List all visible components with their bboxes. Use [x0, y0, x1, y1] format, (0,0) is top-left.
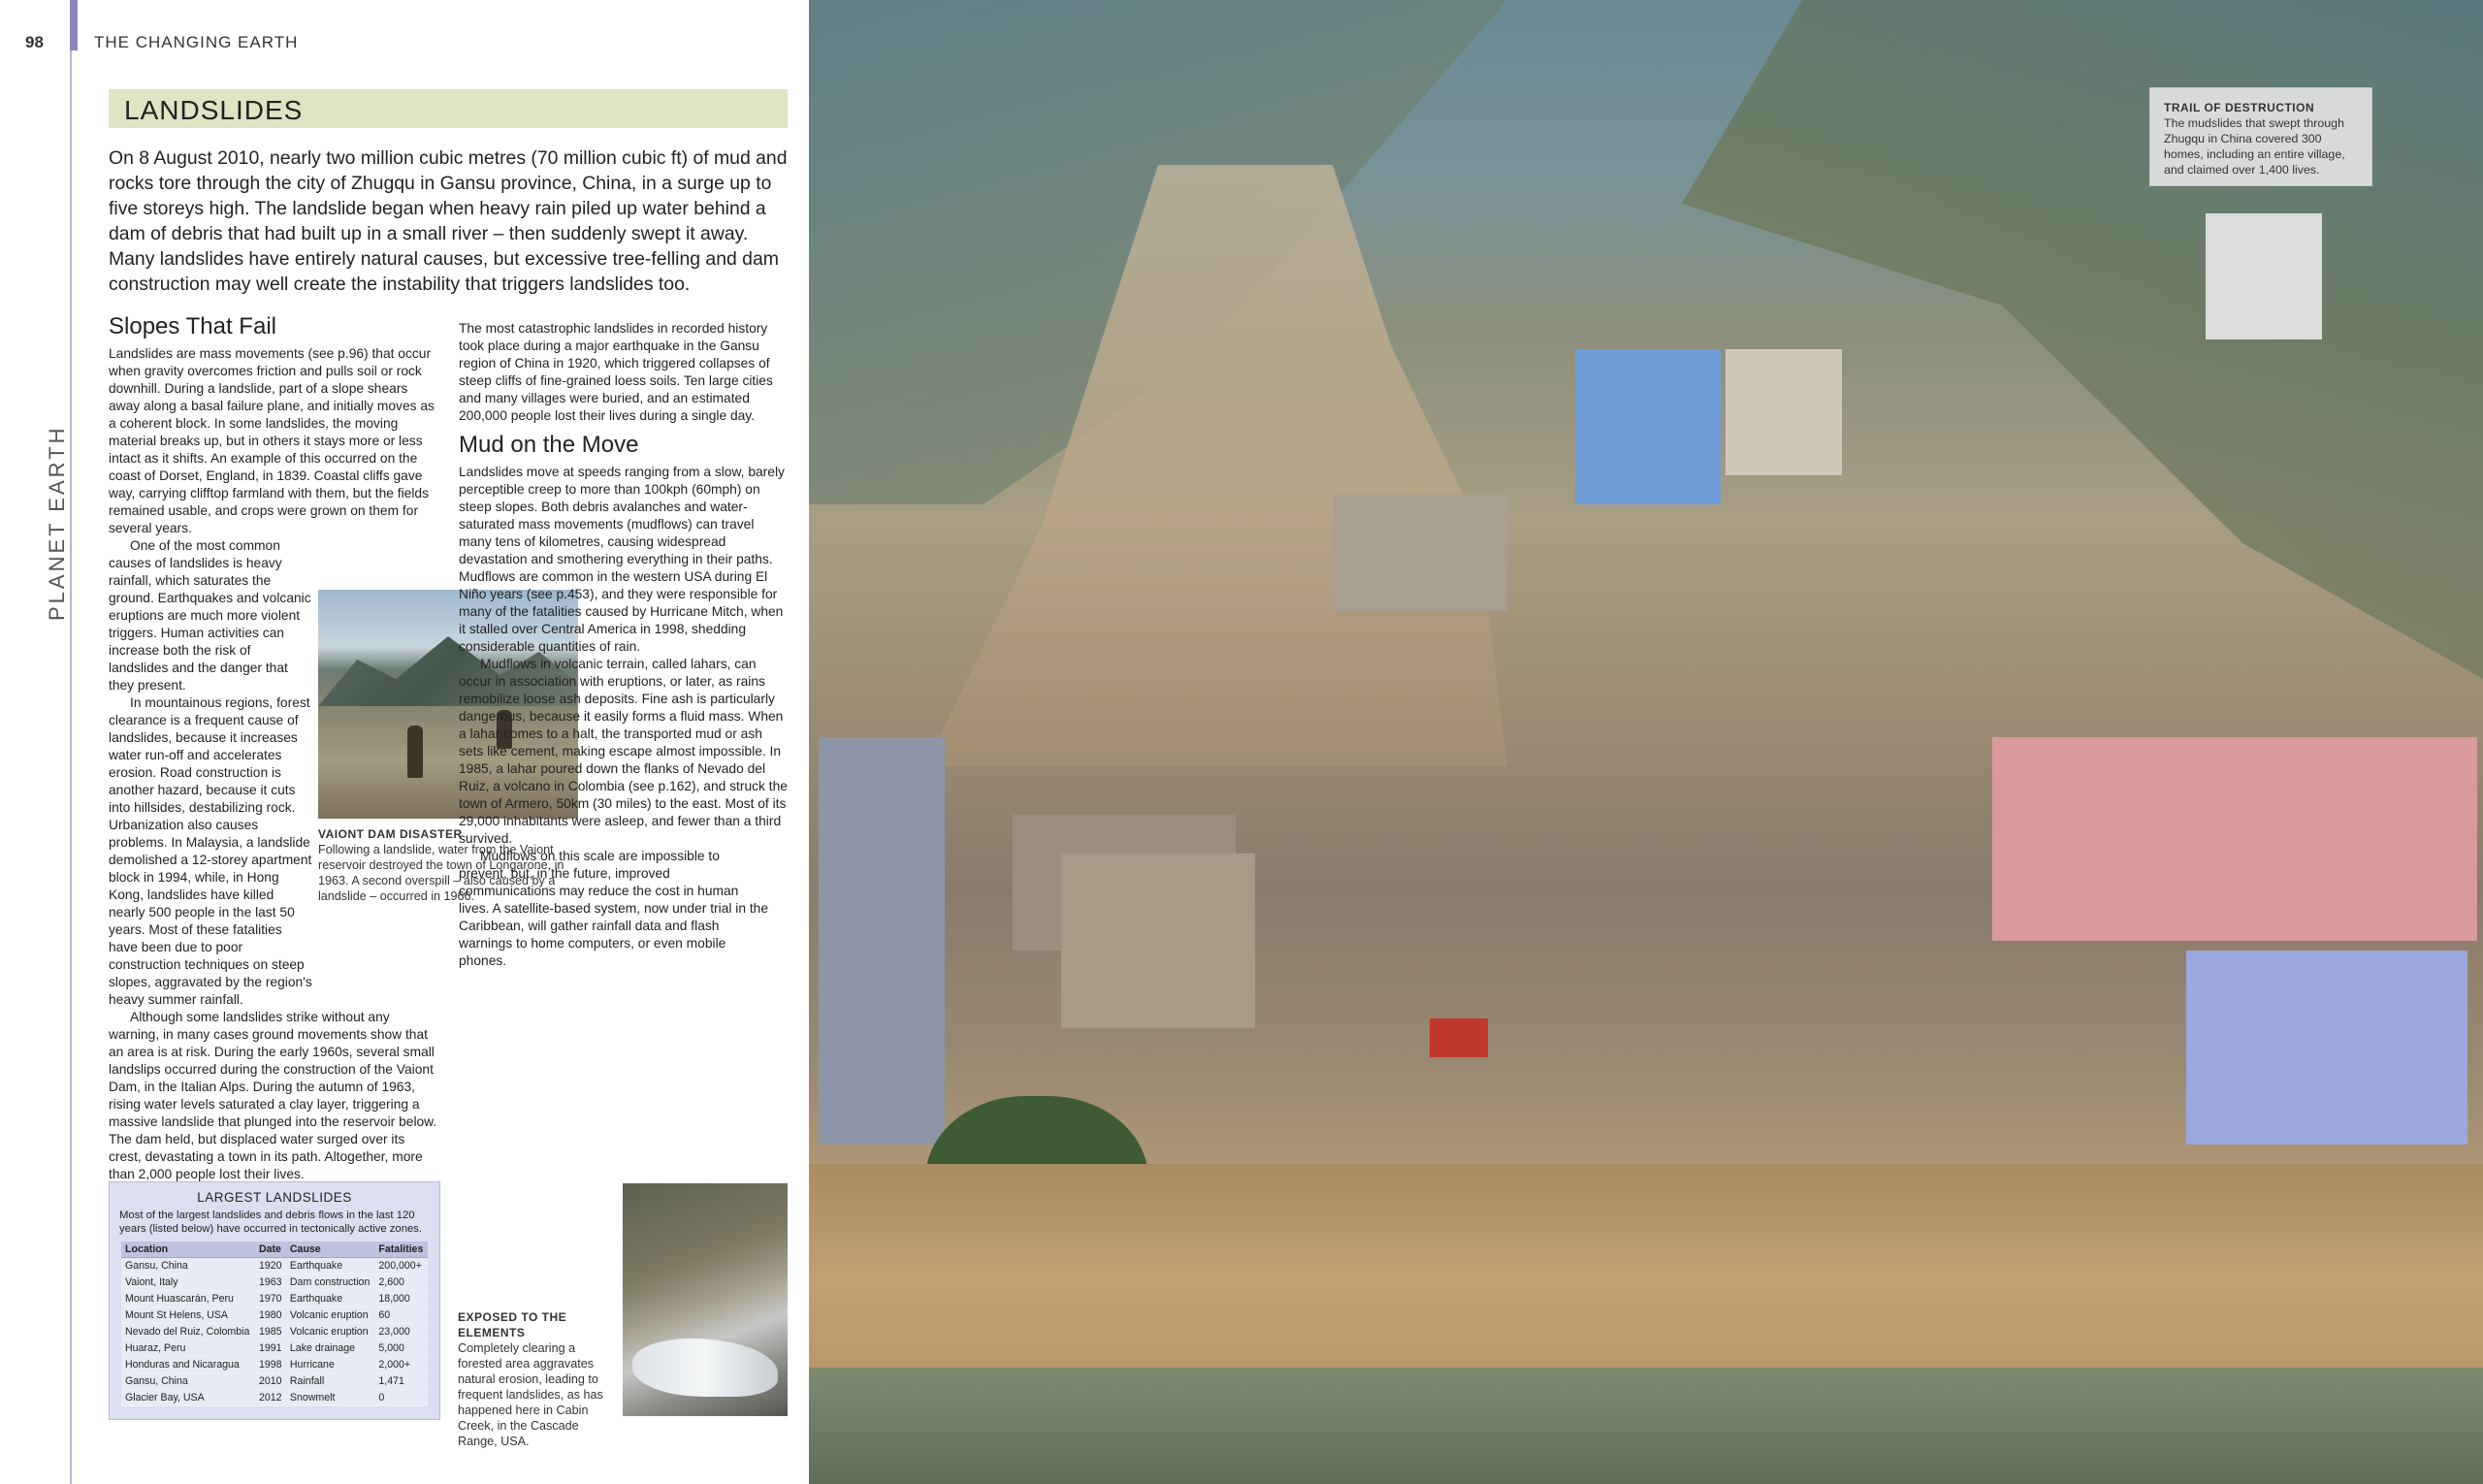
- table-cell: 1963: [255, 1274, 286, 1291]
- table-row: [121, 1258, 428, 1274]
- table-cell: 18,000: [374, 1291, 428, 1307]
- largest-landslides-table: [109, 1181, 440, 1420]
- building: [1430, 1018, 1488, 1057]
- building: [819, 737, 945, 1145]
- title-bar: [109, 89, 788, 128]
- paragraph: In mountainous regions, forest clearance is a frequent cause of landslides, because it increases water run-off and accelerates erosion. Road construction is another hazard, because it cuts into hillsides, destabilizing rock. Urbanization also causes problems. In Malaysia, a landslide demolished a 12-storey apartment block in 1994, while, in Hong Kong, landslides have killed nearly 500 people in the last 50 years. Most of these fatalities have been due to poor construction techniques on steep slopes, aggravated by the region's heavy summer rainfall.: [109, 695, 312, 1007]
- table-cell: 1,471: [374, 1373, 428, 1390]
- cabin-creek-photo: [623, 1183, 788, 1416]
- caption-heading: EXPOSED TO THE ELEMENTS: [458, 1310, 567, 1339]
- page-rule: [70, 0, 72, 1484]
- paragraph: Although some landslides strike without any warning, in many cases ground movements show that an area is at risk. During the early 1960s, several small landslips occurred during the construction of the Vaiont Dam, in the Italian Alps. During the autumn of 1963, rising water levels saturated a clay layer, triggering a massive landslide that plunged into the reservoir below. The dam held, but displaced water surged over its crest, devastating a town in its path. Altogether, more than 2,000 people lost their lives.: [109, 1010, 437, 1181]
- table-cell: Mount Huascarán, Peru: [121, 1291, 255, 1307]
- table-cell: Vaiont, Italy: [121, 1274, 255, 1291]
- table-cell: Lake drainage: [286, 1340, 375, 1357]
- table-cell: 2010: [255, 1373, 286, 1390]
- table-cell: 1920: [255, 1258, 286, 1274]
- table-header-row: [121, 1242, 428, 1258]
- caption-heading: TRAIL OF DESTRUCTION: [2164, 101, 2315, 114]
- building: [2206, 213, 2322, 339]
- table-row: [121, 1373, 428, 1390]
- landslides-table: [121, 1242, 428, 1406]
- table-cell: 2,000+: [374, 1357, 428, 1373]
- person-figure: [407, 726, 423, 778]
- table-cell: Earthquake: [286, 1291, 375, 1307]
- table-cell: Glacier Bay, USA: [121, 1390, 255, 1406]
- paragraph: One of the most common causes of landslides is heavy rainfall, which saturates the ground. Earthquakes and volcanic eruptions are much more violent triggers. Human activities can increase both the risk of landslides and the danger that they present.: [109, 538, 311, 693]
- caption-text: The mudslides that swept through Zhugqu in China covered 300 homes, including an entire village, and claimed over 1,400 lives.: [2164, 116, 2345, 177]
- building: [1575, 349, 1721, 504]
- caption-exposed: [458, 1309, 613, 1449]
- intro-paragraph: On 8 August 2010, nearly two million cubic metres (70 million cubic ft) of mud and rocks tore through the city of Zhugqu in Gansu province, China, in a surge up to five storeys high. The landslide began when heavy rain piled up water behind a dam of debris that had built up in a small river – then suddenly swept it away. Many landslides have entirely natural causes, but excessive tree-felling and dam construction may well create the instability that triggers landslides too.: [109, 147, 788, 295]
- table-header: Date: [255, 1242, 286, 1258]
- table-cell: Gansu, China: [121, 1373, 255, 1390]
- town-buildings: [809, 349, 2483, 1222]
- page-number: 98: [25, 33, 44, 51]
- table-cell: 2012: [255, 1390, 286, 1406]
- table-row: [121, 1324, 428, 1340]
- table-cell: Earthquake: [286, 1258, 375, 1274]
- table-cell: 1970: [255, 1291, 286, 1307]
- paragraph: The most catastrophic landslides in recorded history took place during a major earthquake in the Gansu region of China in 1920, which triggered collapses of steep cliffs of fine-grained loess soils. Ten large cities and many villages were buried, and an estimated 200,000 people lost their lives during a single day.: [459, 321, 773, 423]
- left-page: [0, 0, 809, 1484]
- paragraph: Landslides are mass movements (see p.96) that occur when gravity overcomes friction and pulls soil or rock downhill. During a landslide, part of a slope shears away along a basal failure plane, and initially moves as a coherent block. In some landslides, the moving material breaks up, but in others it stays more or less intact as it shifts. An example of this occurred on the coast of Dorset, England, in 1839. Coastal cliffs gave way, carrying clifftop farmland with them, but the fields remained usable, and crops were grown on them for several years.: [109, 346, 435, 535]
- creek-water: [632, 1339, 778, 1397]
- table-cell: 200,000+: [374, 1258, 428, 1274]
- table-row: [121, 1390, 428, 1406]
- table-cell: 2,600: [374, 1274, 428, 1291]
- table-cell: Huaraz, Peru: [121, 1340, 255, 1357]
- table-cell: 1985: [255, 1324, 286, 1340]
- table-header: Fatalities: [374, 1242, 428, 1258]
- table-cell: Volcanic eruption: [286, 1307, 375, 1324]
- table-cell: 60: [374, 1307, 428, 1324]
- table-row: [121, 1274, 428, 1291]
- table-row: [121, 1307, 428, 1324]
- side-label: PLANET EARTH: [45, 425, 69, 621]
- table-cell: Nevado del Ruiz, Colombia: [121, 1324, 255, 1340]
- table-cell: Mount St Helens, USA: [121, 1307, 255, 1324]
- table-header: Location: [121, 1242, 255, 1258]
- table-cell: 5,000: [374, 1340, 428, 1357]
- table-cell: Honduras and Nicaragua: [121, 1357, 255, 1373]
- table-cell: Gansu, China: [121, 1258, 255, 1274]
- caption-text: Completely clearing a forested area aggravates natural erosion, leading to frequent landslides, as has happened here in Cabin Creek, in the Cascade Range, USA.: [458, 1341, 603, 1448]
- building: [1992, 737, 2477, 941]
- building: [1061, 854, 1255, 1028]
- paragraph: Landslides move at speeds ranging from a slow, barely perceptible creep to more than 100kph (60mph) on steep slopes. Both debris avalanches and water-saturated mass movements (mudflows) can travel many tens of kilometres, causing widespread devastation and smothering everything in their paths. Mudflows are common in the western USA during El Niño years (see p.453), and they were responsible for many of the fatalities caused by Hurricane Mitch, when it stalled over Central America in 1998, shedding considerable quantities of rain.: [459, 465, 785, 654]
- paragraph: Mudflows on this scale are impossible to prevent, but, in the future, improved communications may reduce the cost in human lives. A satellite-based system, now under trial in the Caribbean, will gather rainfall data and flash warnings to home computers, or even mobile phones.: [459, 849, 769, 968]
- paragraph: Mudflows in volcanic terrain, called lahars, can occur in association with eruptions, or later, as rains remobilize loose ash deposits. Fine ash is particularly dangerous, because it easily forms a fluid mass. When a lahar comes to a halt, the transported mud or ash sets like cement, making escape almost impossible. In 1985, a lahar poured down the flanks of Nevado del Ruiz, a volcano in Colombia (see p.162), and struck the town of Armero, 50km (30 miles) to the east. Most of its 29,000 inhabitants were asleep, and fewer than a third survived.: [459, 657, 788, 846]
- table-cell: 1980: [255, 1307, 286, 1324]
- table-row: [121, 1340, 428, 1357]
- river-water: [809, 1368, 2483, 1484]
- table-row: [121, 1357, 428, 1373]
- table-cell: Rainfall: [286, 1373, 375, 1390]
- table-description: Most of the largest landslides and debris flows in the last 120 years (listed below) have occurred in tectonically active zones.: [119, 1210, 423, 1235]
- table-row: [121, 1291, 428, 1307]
- table-cell: 0: [374, 1390, 428, 1406]
- section-heading-slopes: Slopes That Fail: [109, 313, 276, 339]
- table-cell: Volcanic eruption: [286, 1324, 375, 1340]
- column-right: [459, 320, 789, 970]
- zhugqu-landslide-photo: [809, 0, 2483, 1484]
- building: [1725, 349, 1842, 475]
- caption-heading: VAIONT DAM DISASTER: [318, 827, 463, 841]
- table-cell: 1991: [255, 1340, 286, 1357]
- table-title: LARGEST LANDSLIDES: [197, 1190, 352, 1205]
- building: [2186, 951, 2467, 1145]
- table-cell: Dam construction: [286, 1274, 375, 1291]
- table-cell: Snowmelt: [286, 1390, 375, 1406]
- page-title: LANDSLIDES: [124, 95, 304, 125]
- table-cell: Hurricane: [286, 1357, 375, 1373]
- caption-trail: [2149, 87, 2372, 186]
- table-cell: 23,000: [374, 1324, 428, 1340]
- caption-text: Following a landslide, water from the Vaiont reservoir destroyed the town of Longarone, in 1963. A second overspill – also caused by a landslide – occurred in 1966.: [318, 843, 564, 903]
- section-heading-mud: Mud on the Move: [459, 432, 639, 458]
- table-cell: 1998: [255, 1357, 286, 1373]
- building: [1333, 495, 1507, 611]
- running-head: THE CHANGING EARTH: [94, 33, 299, 51]
- mud-flat: [809, 1164, 2483, 1397]
- table-header: Cause: [286, 1242, 375, 1258]
- page-rule-accent: [70, 0, 78, 50]
